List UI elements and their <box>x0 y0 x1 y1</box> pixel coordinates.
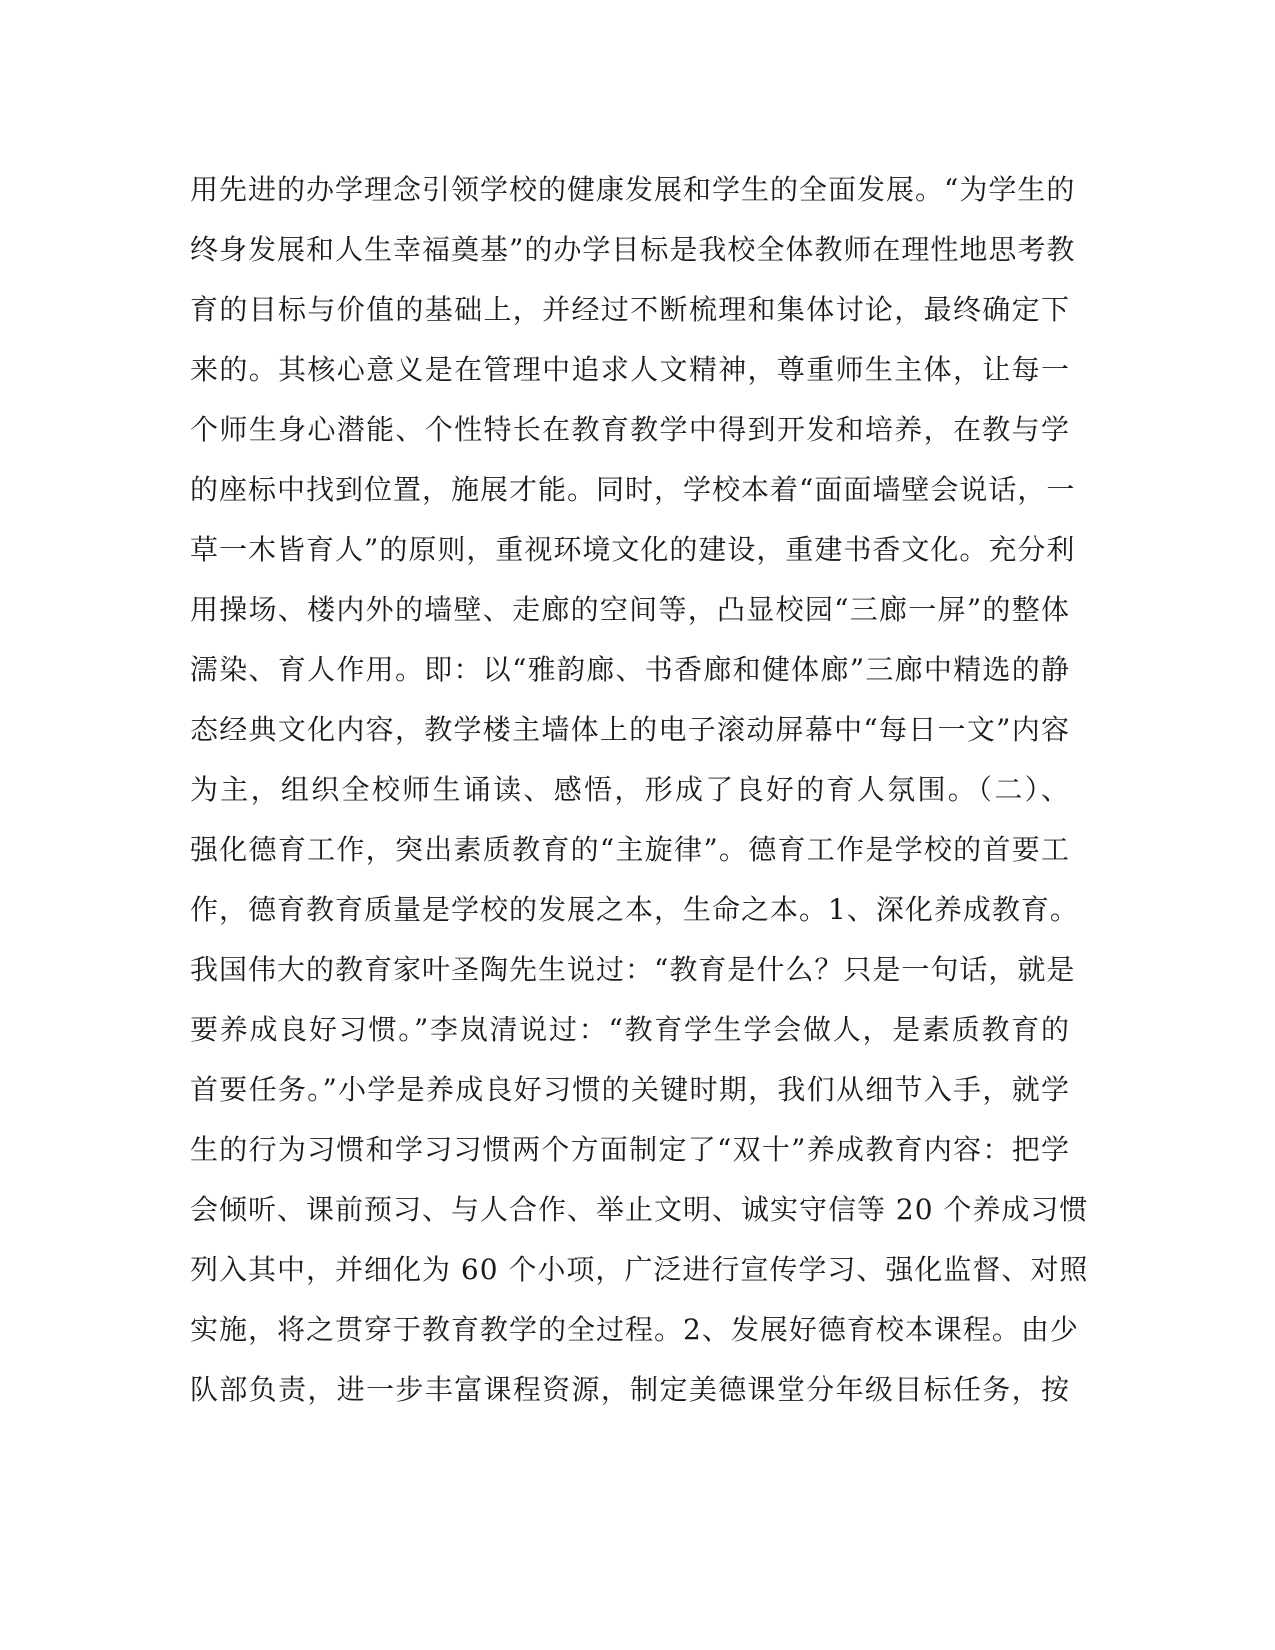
text-line: 草一木皆育人”的原则，重视环境文化的建设，重建书香文化。充分利 <box>190 533 1076 566</box>
text-line: 首要任务。”小学是养成良好习惯的关键时期，我们从细节入手，就学 <box>190 1073 1070 1106</box>
text-line: 为主，组织全校师生诵读、感悟，形成了良好的育人氛围。（二）、 <box>190 773 1070 806</box>
text-line: 用操场、楼内外的墙壁、走廊的空间等，凸显校园“三廊一屏”的整体 <box>190 593 1070 626</box>
text-line: 要养成良好习惯。”李岚清说过：“教育学生学会做人，是素质教育的 <box>190 1013 1070 1046</box>
text-line: 育的目标与价值的基础上，并经过不断梳理和集体讨论，最终确定下 <box>190 293 1070 326</box>
text-line: 强化德育工作，突出素质教育的“主旋律”。德育工作是学校的首要工 <box>190 833 1070 866</box>
text-line: 的座标中找到位置，施展才能。同时，学校本着“面面墙壁会说话，一 <box>190 473 1076 506</box>
text-line: 个师生身心潜能、个性特长在教育教学中得到开发和培养，在教与学 <box>190 413 1070 446</box>
text-line: 作，德育教育质量是学校的发展之本，生命之本。1、深化养成教育。 <box>190 893 1079 926</box>
text-line: 会倾听、课前预习、与人合作、举止文明、诚实守信等 20 个养成习惯 <box>190 1193 1089 1226</box>
text-line: 终身发展和人生幸福奠基”的办学目标是我校全体教师在理性地思考教 <box>190 233 1076 266</box>
text-line: 态经典文化内容，教学楼主墙体上的电子滚动屏幕中“每日一文”内容 <box>190 713 1070 746</box>
body-text <box>190 160 1089 1420</box>
text-line: 实施，将之贯穿于教育教学的全过程。2、发展好德育校本课程。由少 <box>190 1313 1079 1346</box>
text-line: 生的行为习惯和学习习惯两个方面制定了“双十”养成教育内容：把学 <box>190 1133 1070 1166</box>
text-line: 我国伟大的教育家叶圣陶先生说过：“教育是什么？只是一句话，就是 <box>190 953 1076 986</box>
text-line: 用先进的办学理念引领学校的健康发展和学生的全面发展。“为学生的 <box>190 173 1076 206</box>
text-line: 来的。其核心意义是在管理中追求人文精神，尊重师生主体，让每一 <box>190 353 1070 386</box>
text-line: 列入其中，并细化为 60 个小项，广泛进行宣传学习、强化监督、对照 <box>190 1253 1089 1286</box>
text-line: 濡染、育人作用。即：以“雅韵廊、书香廊和健体廊”三廊中精选的静 <box>190 653 1070 686</box>
text-line: 队部负责，进一步丰富课程资源，制定美德课堂分年级目标任务，按 <box>190 1373 1070 1406</box>
